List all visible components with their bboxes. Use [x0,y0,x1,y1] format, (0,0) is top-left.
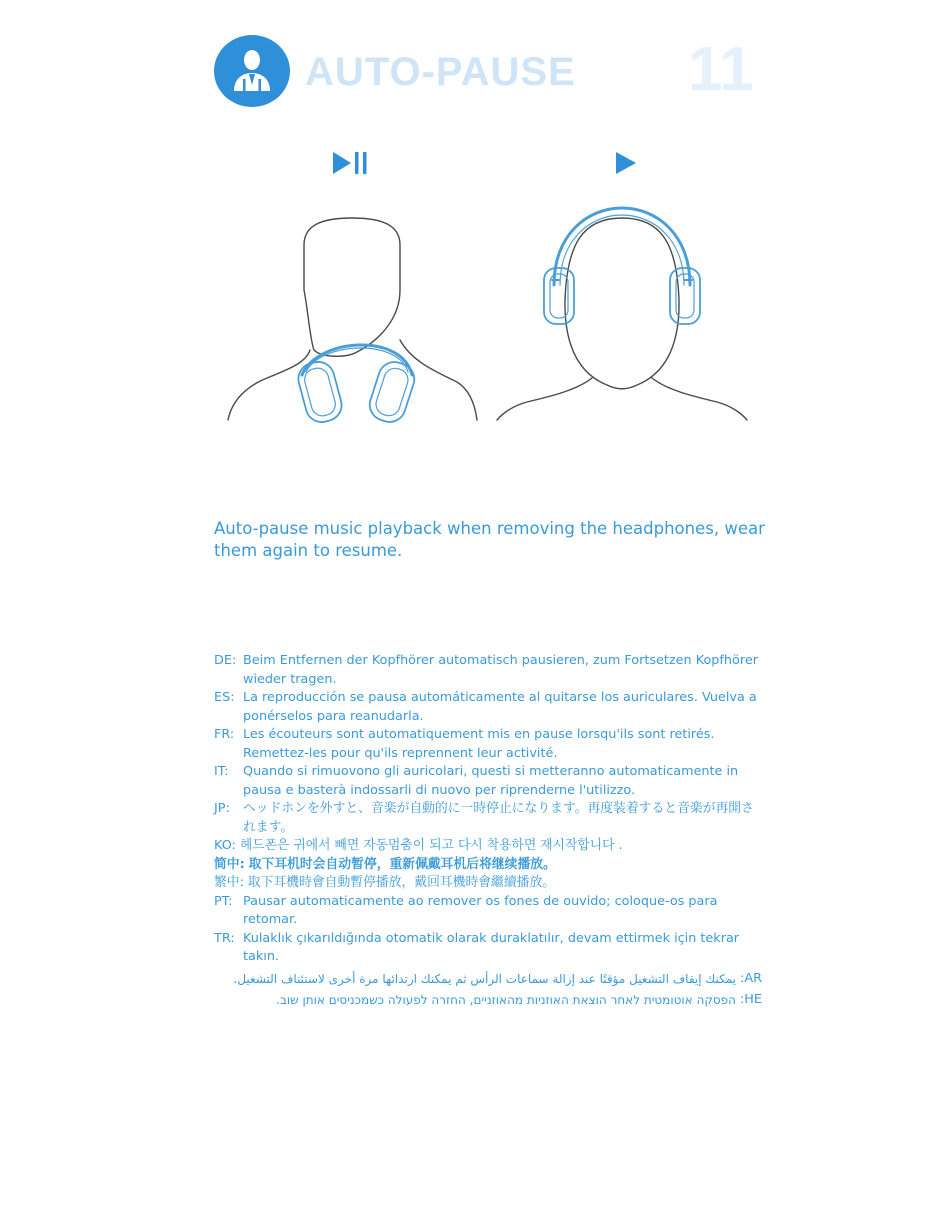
translations-list [214,652,762,1010]
translation-it [214,763,762,800]
translation-text: Quando si rimuovono gli auricolari, questi si metteranno automaticamente in pausa e basterà indossarli di nuovo per riprenderne l'utilizzo. [243,764,739,798]
translation-es [214,689,762,726]
translation-text: يمكنك إيقاف التشغيل مؤقتًا عند إزالة سماعات الرأس ثم يمكنك ارتدائها مرة أخرى لاستئناف التشغيل. [233,971,737,986]
translation-jp [214,800,762,837]
lang-code: KO: [214,838,236,853]
lang-code: DE: [214,653,237,668]
translation-ar [214,970,762,989]
lang-code: FR: [214,727,235,742]
description-text: Auto-pause music playback when removing the headphones, wear them again to resume. [214,519,765,560]
translation-text: Pausar automaticamente ao remover os fones de ouvido; coloque-os para retomar. [243,893,718,927]
translation-text: Beim Entfernen der Kopfhörer automatisch pausieren, zum Fortsetzen Kopfhörer wieder tragen. [243,653,758,687]
translation-zh-hans [214,856,762,875]
translation-text: 헤드폰은 귀에서 빼면 자동멈춤이 되고 다시 착용하면 재시작합니다 . [239,838,623,853]
translation-tr [214,930,762,967]
person-icon [230,45,274,97]
translation-text: ヘッドホンを外すと、音楽が自動的に一時停止になります。再度装着すると音楽が再開されます。 [243,801,754,835]
translation-pt [214,893,762,930]
headphones-off-figure [228,218,477,425]
lang-code: PT: [214,893,233,909]
translation-text: 取下耳机时会自动暂停，重新佩戴耳机后将继续播放。 [248,856,556,872]
play-icon [615,150,639,180]
lang-code: ES: [214,690,235,705]
play-pause-icon [332,150,372,180]
translation-text: Kulaklık çıkarıldığında otomatik olarak duraklatılır, devam ettirmek için tekrar takın. [243,930,740,964]
translation-de [214,652,762,689]
translation-fr [214,726,762,763]
page-number: 11 [688,35,754,104]
translation-zh-hant [214,874,762,893]
translation-text: 取下耳機時會自動暫停播放，戴回耳機時會繼續播放。 [247,875,556,890]
lang-code: :HE [739,992,762,1007]
page-title: AUTO-PAUSE [305,50,576,94]
lang-code: 简中: [214,856,245,872]
translation-text: הפסקה אוטומטית לאחר הוצאת האוזניות מהאוזניים, החזרה לפעולה כשמכניסים אותן שוב. [276,993,736,1007]
section-badge [214,35,290,107]
translation-text: La reproducción se pausa automáticamente al quitarse los auriculares. Vuelva a ponérselos para reanudarla. [243,690,757,724]
lang-code: TR: [214,930,235,946]
lang-code: IT: [214,764,229,779]
translation-he [214,991,762,1010]
headphones-on-figure [497,208,747,420]
lang-code: 繁中: [214,875,244,890]
auto-pause-illustration [222,200,752,429]
translation-ko [214,837,762,856]
lang-code: :AR [740,970,762,986]
translation-text: Les écouteurs sont automatiquement mis en pause lorsqu'ils sont retirés. Remettez-les pour qu'ils reprennent leur activité. [243,727,715,761]
lang-code: JP: [214,801,230,816]
